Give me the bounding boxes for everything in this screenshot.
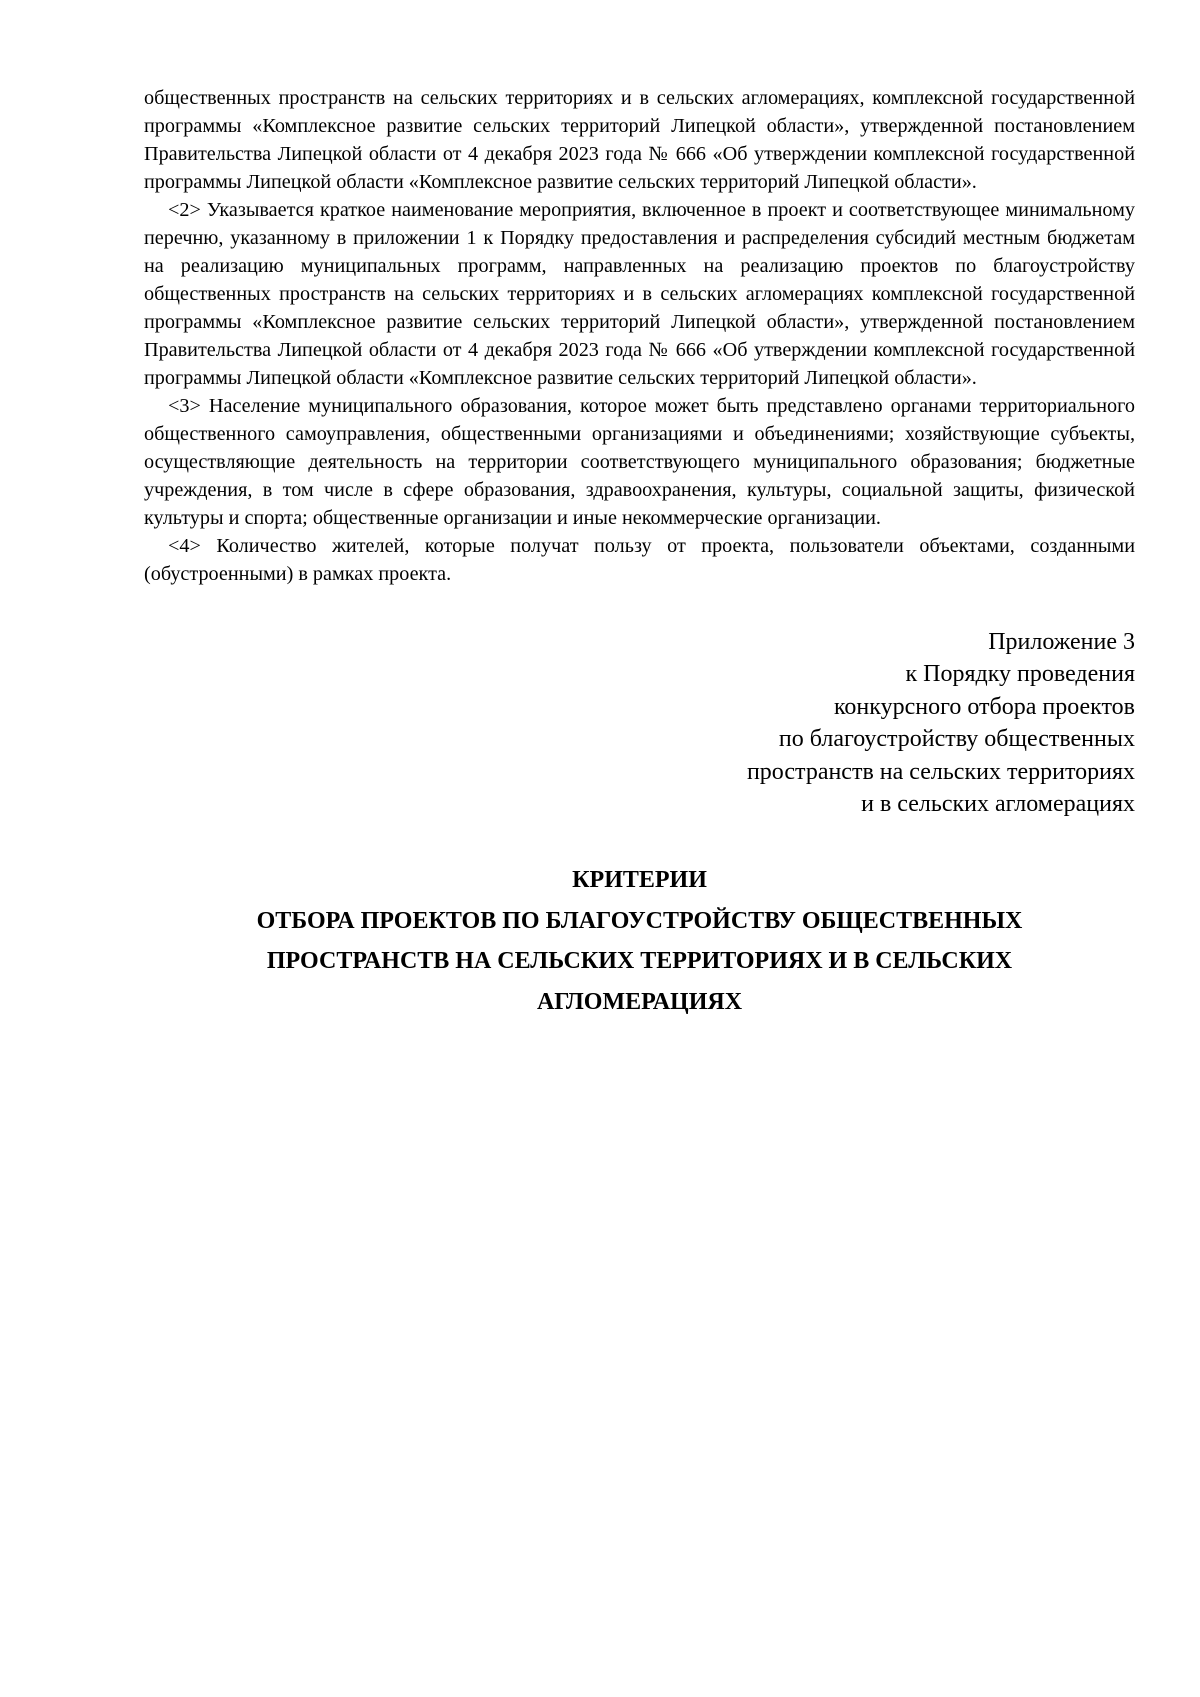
appendix-line: Приложение 3	[988, 629, 1135, 655]
title-line: ПРОСТРАНСТВ НА СЕЛЬСКИХ ТЕРРИТОРИЯХ И В СЕЛЬСКИХ	[266, 948, 1013, 975]
appendix-line: пространств на сельских территориях	[746, 758, 1135, 785]
appendix-line: к Порядку проведения	[905, 661, 1135, 688]
footnote-2: <2> Указывается краткое наименование мероприятия, включенное в проект и соответствующее минимальному перечню, указанному в приложении 1 к Порядку предоставления и распределения субсидий местным бюджетам на реализацию муниципальных программ, направленных на реализацию проектов по благоустройству общественных пространств на сельских территориях и в сельских агломерациях комплексной государственной программы «Комплексное развитие сельских территорий Липецкой области», утвержденной постановлением Правительства Липецкой области от 4 декабря 2023 года № 666 «Об утверждении комплексной государственной программы Липецкой области «Комплексное развитие сельских территорий Липецкой области».	[144, 199, 1135, 389]
title-line: КРИТЕРИИ	[572, 867, 707, 894]
appendix-line: и в сельских агломерациях	[861, 791, 1135, 818]
footnote-1-continuation: общественных пространств на сельских территориях и в сельских агломерациях, комплексной государственной программы «Комплексное развитие сельских территорий Липецкой области», утвержденной постановлением Правительства Липецкой области от 4 декабря 2023 года № 666 «Об утверждении комплексной государственной программы Липецкой области «Комплексное развитие сельских территорий Липецкой области».	[144, 87, 1135, 193]
document-title	[144, 860, 1135, 1022]
footnote-4: <4> Количество жителей, которые получат пользу от проекта, пользователи объектами, созданными (обустроенными) в рамках проекта.	[144, 535, 1135, 585]
title-line: АГЛОМЕРАЦИЯХ	[536, 988, 743, 1015]
appendix-line: конкурсного отбора проектов	[833, 693, 1135, 720]
title-line: ОТБОРА ПРОЕКТОВ ПО БЛАГОУСТРОЙСТВУ ОБЩЕСТВЕННЫХ	[256, 907, 1023, 934]
appendix-header	[144, 626, 1135, 820]
document-page	[144, 84, 1135, 1022]
footnotes-section	[144, 84, 1135, 588]
appendix-line: по благоустройству общественных	[778, 726, 1135, 753]
footnote-3: <3> Население муниципального образования, которое может быть представлено органами территориального общественного самоуправления, общественными организациями и объединениями; хозяйствующие субъекты, осуществляющие деятельность на территории соответствующего муниципального образования; бюджетные учреждения, в том числе в сфере образования, здравоохранения, культуры, социальной защиты, физической культуры и спорта; общественные организации и иные некоммерческие организации.	[144, 395, 1135, 529]
